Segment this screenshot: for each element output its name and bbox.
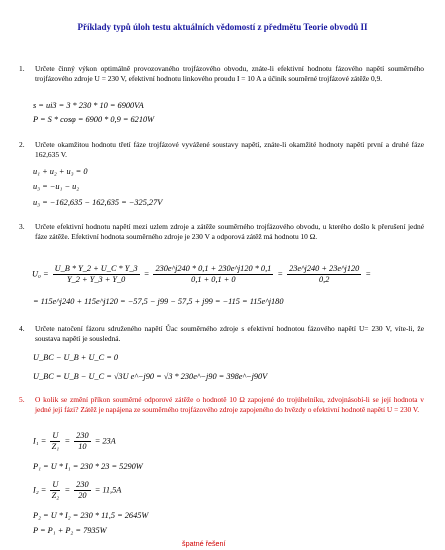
fraction bbox=[287, 264, 361, 285]
question-number: 4. bbox=[19, 324, 25, 333]
fraction-numerator: 23e^j240 + 23e^j120 bbox=[289, 264, 360, 273]
question-number: 1. bbox=[19, 64, 25, 73]
equation-lhs: I₁ = bbox=[33, 436, 47, 446]
question-text: Určete efektivní hodnotu napětí mezi uzlem zdroje a zátěže souměrného trojfázového obvodu, u kterého došlo k přerušení jedné fáze zátěže. Efektivní hodnota souměrného zdroje je 230 V a odporová zátěž má hodnotu 10 Ω. bbox=[35, 222, 424, 242]
fraction bbox=[53, 264, 140, 285]
fraction-denominator: 20 bbox=[78, 491, 87, 500]
equation-fraction-line bbox=[33, 480, 121, 501]
question-number: 3. bbox=[19, 222, 25, 231]
equation: P₁ = U * I₁ = 230 * 23 = 5290W bbox=[33, 462, 143, 471]
fraction-numerator: 230e^j240 * 0,1 + 230e^j120 * 0,1 bbox=[155, 264, 272, 273]
equation: u₁ + u₂ + u₃ = 0 bbox=[33, 167, 88, 176]
equation: P = P₁ + P₂ = 7935W bbox=[33, 526, 107, 535]
equation: P = S * cosφ = 6900 * 0,9 = 6210W bbox=[33, 115, 155, 124]
equation: U_BC = U_B − U_C = √3U e^−j90 = √3 * 230e^−j90 = 398e^−j90V bbox=[33, 372, 268, 381]
fraction bbox=[153, 264, 273, 285]
equation-lhs: U₀ = bbox=[32, 269, 49, 279]
question-text: O kolik se změní příkon souměrné odporové zátěže o hodnotě 10 Ω zapojené do trojúhelníku, zdvojnásobí-li se její hodnota v jedné její fázi? Zátěž je napájena ze souměrného trojfázového zdroje zapojeného do hvězdy o efektivní hodnotě napětí U = 230 V. bbox=[35, 395, 424, 415]
fraction-numerator: 230 bbox=[76, 480, 89, 489]
equation-lhs: I₂ = bbox=[33, 485, 47, 495]
question-2 bbox=[19, 140, 424, 161]
equation: u₃ = −u₁ − u₂ bbox=[33, 182, 80, 191]
question-1 bbox=[19, 64, 424, 85]
fraction-denominator: Z₂ bbox=[51, 491, 60, 500]
equals-sign: = bbox=[64, 436, 71, 446]
equation: P₂ = U * I₂ = 230 * 11,5 = 2645W bbox=[33, 511, 149, 520]
wrong-solution-note: špatné řešení bbox=[182, 539, 226, 548]
fraction bbox=[50, 431, 60, 452]
fraction-denominator: Y_2 + Y_3 + Y_0 bbox=[67, 275, 126, 284]
question-text: Určete činný výkon optimálně provozovaného trojfázového obvodu, znáte-li efektivní hodnotu fázového napětí souměrného trojfázového zdroje U = 230 V, efektivní hodnotu linkového proudu I = 10 A a účiník souměrné trojfázové zátěže 0,9. bbox=[35, 64, 424, 84]
question-4 bbox=[19, 324, 424, 345]
fraction-numerator: U bbox=[52, 431, 59, 440]
fraction bbox=[74, 480, 90, 501]
equation: u₃ = −162,635 − 162,635 = −325,27V bbox=[33, 198, 163, 207]
equation: U_BC − U_B + U_C = 0 bbox=[33, 353, 119, 362]
equation-fraction-line bbox=[32, 264, 371, 285]
equals-sign: = bbox=[365, 269, 371, 279]
fraction-numerator: 230 bbox=[76, 431, 89, 440]
equals-sign: = bbox=[277, 269, 283, 279]
equation-result: = 23A bbox=[94, 436, 116, 446]
fraction-denominator: 0,1 + 0,1 + 0 bbox=[191, 275, 236, 284]
question-number: 5. bbox=[19, 395, 25, 404]
fraction-denominator: 0,2 bbox=[318, 275, 330, 284]
fraction-denominator: 10 bbox=[78, 442, 87, 451]
equation-fraction-line bbox=[33, 431, 116, 452]
question-text: Určete natočení fázoru sdruženého napětí Ůac souměrného zdroje s efektivní hodnotou fázového napětí U= 230 V, víte-li, že soustava napětí je sousledná. bbox=[35, 324, 424, 344]
question-5 bbox=[19, 395, 424, 416]
question-3 bbox=[19, 222, 424, 243]
question-text: Určete okamžitou hodnotu třetí fáze trojfázové vyvážené soustavy napětí, znáte-li okamžité hodnoty napětí první a druhé fáze 162,635 V. bbox=[35, 140, 424, 160]
equals-sign: = bbox=[143, 269, 150, 279]
page-title: Příklady typů úloh testu aktuálních vědomostí z předmětu Teorie obvodů II bbox=[77, 22, 368, 32]
fraction bbox=[50, 480, 60, 501]
fraction-denominator: Z₁ bbox=[51, 442, 60, 451]
fraction-numerator: U_B * Y_2 + U_C * Y_3 bbox=[54, 264, 138, 273]
equals-sign: = bbox=[64, 485, 71, 495]
fraction-numerator: U bbox=[52, 480, 59, 489]
equation-result: = 11,5A bbox=[94, 485, 122, 495]
question-number: 2. bbox=[19, 140, 25, 149]
fraction bbox=[74, 431, 90, 452]
equation: = 115e^j240 + 115e^j120 = −57,5 − j99 − 57,5 + j99 = −115 = 115e^j180 bbox=[33, 297, 284, 306]
equation: s = ui3 = 3 * 230 * 10 = 6900VA bbox=[33, 101, 144, 110]
